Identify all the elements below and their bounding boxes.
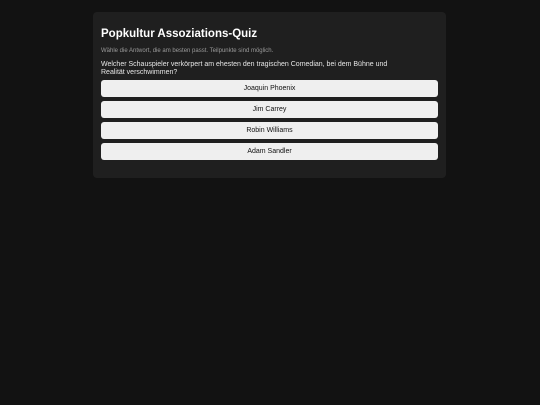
- quiz-hint: Wähle die Antwort, die am besten passt. Teilpunkte sind möglich.: [101, 48, 274, 54]
- quiz-question: Welcher Schauspieler verkörpert am ehesten den tragischen Comedian, bei dem Bühne und Realität verschwimmen?: [101, 61, 388, 76]
- answer-button-robin-williams[interactable]: Robin Williams: [101, 122, 438, 139]
- answer-button-joaquin-phoenix[interactable]: Joaquin Phoenix: [101, 80, 438, 97]
- quiz-panel: [93, 12, 446, 178]
- answer-button-adam-sandler[interactable]: Adam Sandler: [101, 143, 438, 160]
- answer-button-jim-carrey[interactable]: Jim Carrey: [101, 101, 438, 118]
- answer-list: [101, 80, 438, 164]
- quiz-title: Popkultur Assoziations-Quiz: [101, 28, 258, 40]
